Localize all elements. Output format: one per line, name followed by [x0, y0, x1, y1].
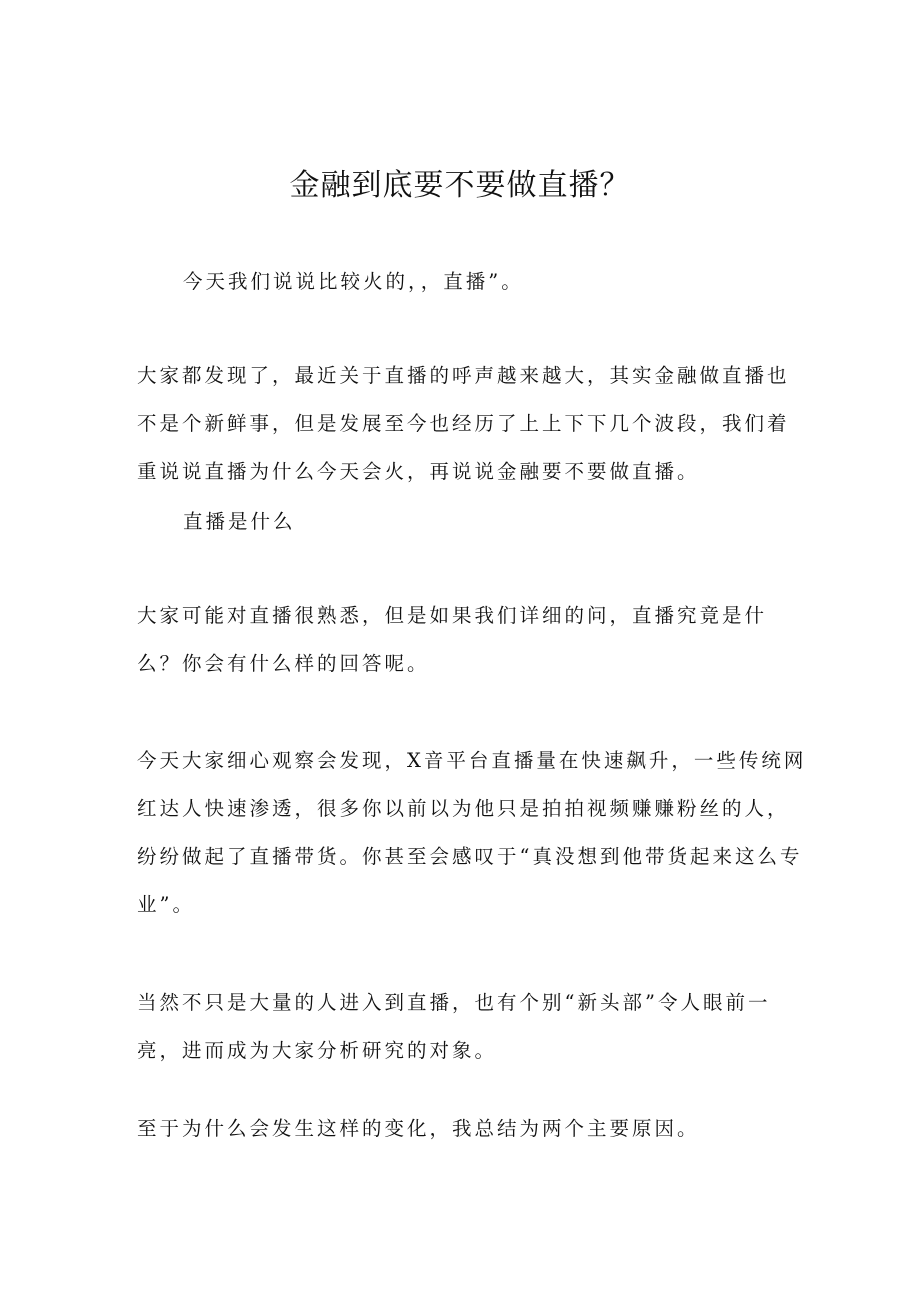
paragraph-reasons: 至于为什么会发生这样的变化，我总结为两个主要原因。	[137, 1117, 700, 1140]
paragraph-observation: 今天大家细心观察会发现，X音平台直播量在快速飙升，一些传统网红达人快速渗透，很多你以前以为他只是拍拍视频赚赚粉丝的人，纷纷做起了直播带货。你甚至会感叹于“真没想到他带货起来这么专业”。	[137, 749, 807, 916]
section-heading-what-is-live: 直播是什么	[183, 510, 296, 533]
paragraph-background: 大家都发现了，最近关于直播的呼声越来越大，其实金融做直播也不是个新鲜事，但是发展至今也经历了上上下下几个波段，我们着重说说直播为什么今天会火，再说说金融要不要做直播。	[137, 364, 790, 483]
document-title: 金融到底要不要做直播？	[289, 168, 631, 203]
paragraph-question: 大家可能对直播很熟悉，但是如果我们详细的问，直播究竟是什么？你会有什么样的回答呢。	[137, 604, 768, 675]
paragraph-intro: 今天我们说说比较火的，，直播”。	[183, 270, 524, 293]
paragraph-new-heads: 当然不只是大量的人进入到直播，也有个别“新头部”令人眼前一亮，进而成为大家分析研究的对象。	[137, 991, 771, 1062]
